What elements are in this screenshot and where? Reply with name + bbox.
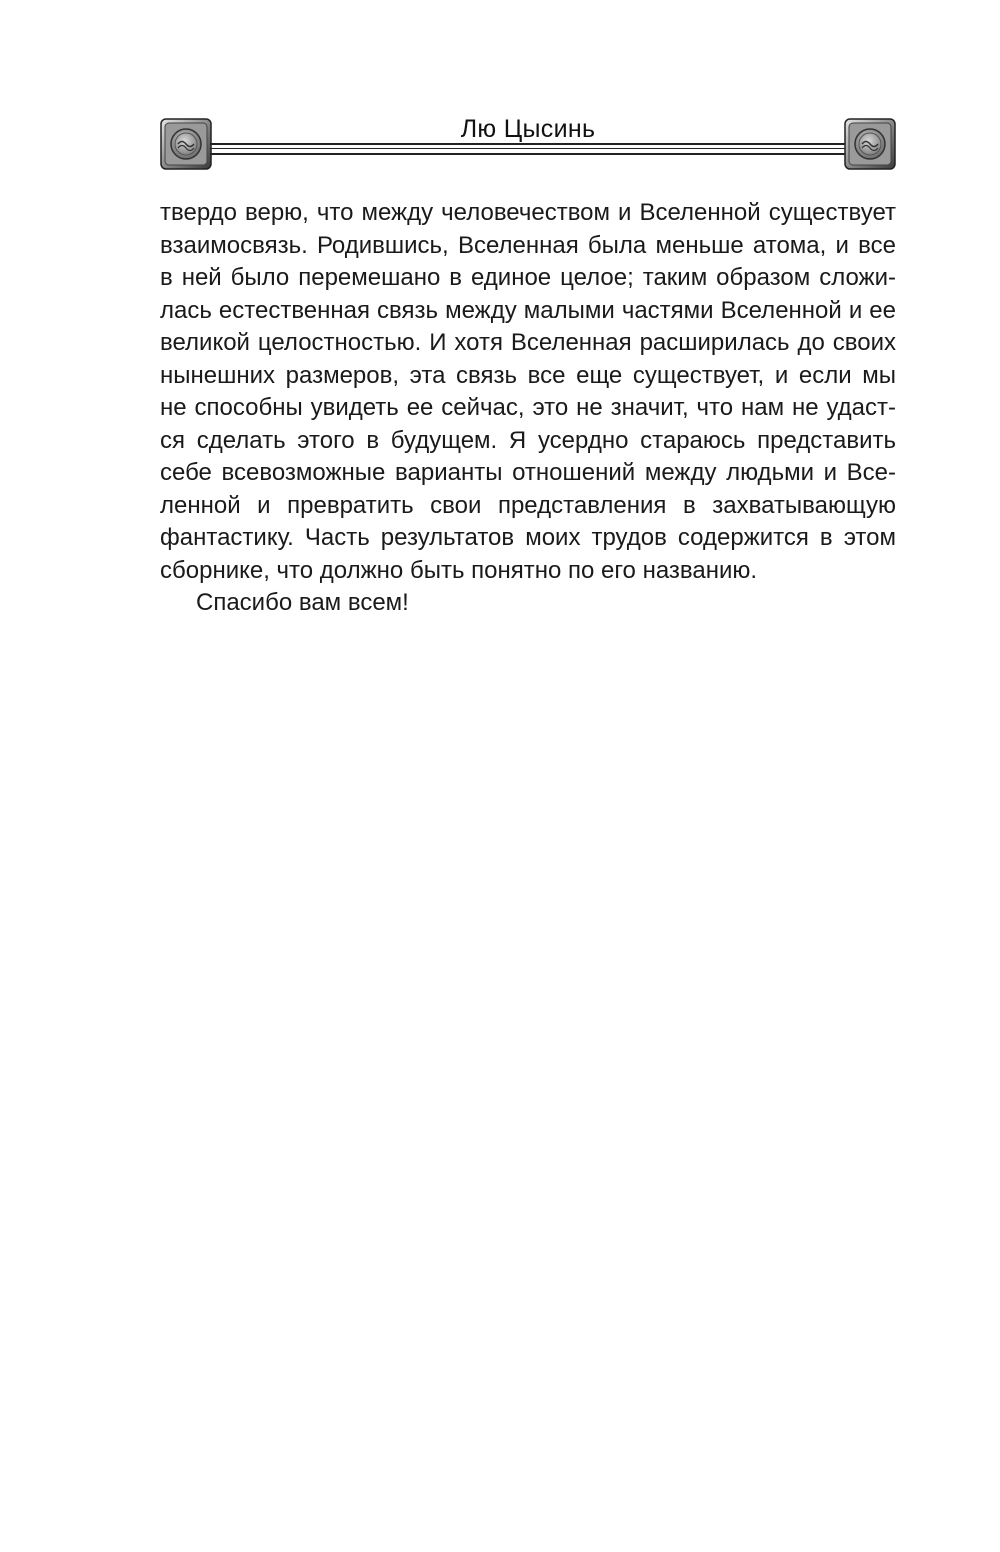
closing-line: Спасибо вам всем! [196, 589, 409, 616]
text-line: взаимосвязь. Родившись, Вселенная была меньше атома, и все [160, 231, 896, 259]
text-line: не способны увидеть ее сейчас, это не значит, что нам не удаст- [160, 394, 896, 421]
text-line: ся сделать этого в будущем. Я усердно стараюсь представить [160, 426, 896, 454]
text-line: сборнике, что должно быть понятно по его названию. [160, 556, 758, 584]
text-line: великой целостностью. И хотя Вселенная расширилась до своих [160, 329, 896, 356]
header-rule [210, 153, 846, 155]
text-line: твердо верю, что между человечеством и Вселенной существует [160, 199, 896, 226]
text-line: лась естественная связь между малыми частями Вселенной и ее [160, 296, 896, 324]
text-line: в ней было перемешано в единое целое; таким образом сложи- [160, 264, 896, 291]
ornamental-emblem-icon [844, 118, 896, 170]
text-line: ленной и превратить свои представления в захватывающую [160, 491, 896, 519]
text-line: себе всевозможные варианты отношений между людьми и Все- [160, 459, 896, 486]
text-line: нынешних размеров, эта связь все еще существует, и если мы [160, 361, 896, 389]
header-rule [210, 148, 846, 149]
running-header [160, 110, 896, 172]
running-title: Лю Цысинь [460, 115, 596, 143]
body-text [160, 197, 896, 620]
text-line: фантастику. Часть результатов моих трудов содержится в этом [160, 524, 896, 551]
